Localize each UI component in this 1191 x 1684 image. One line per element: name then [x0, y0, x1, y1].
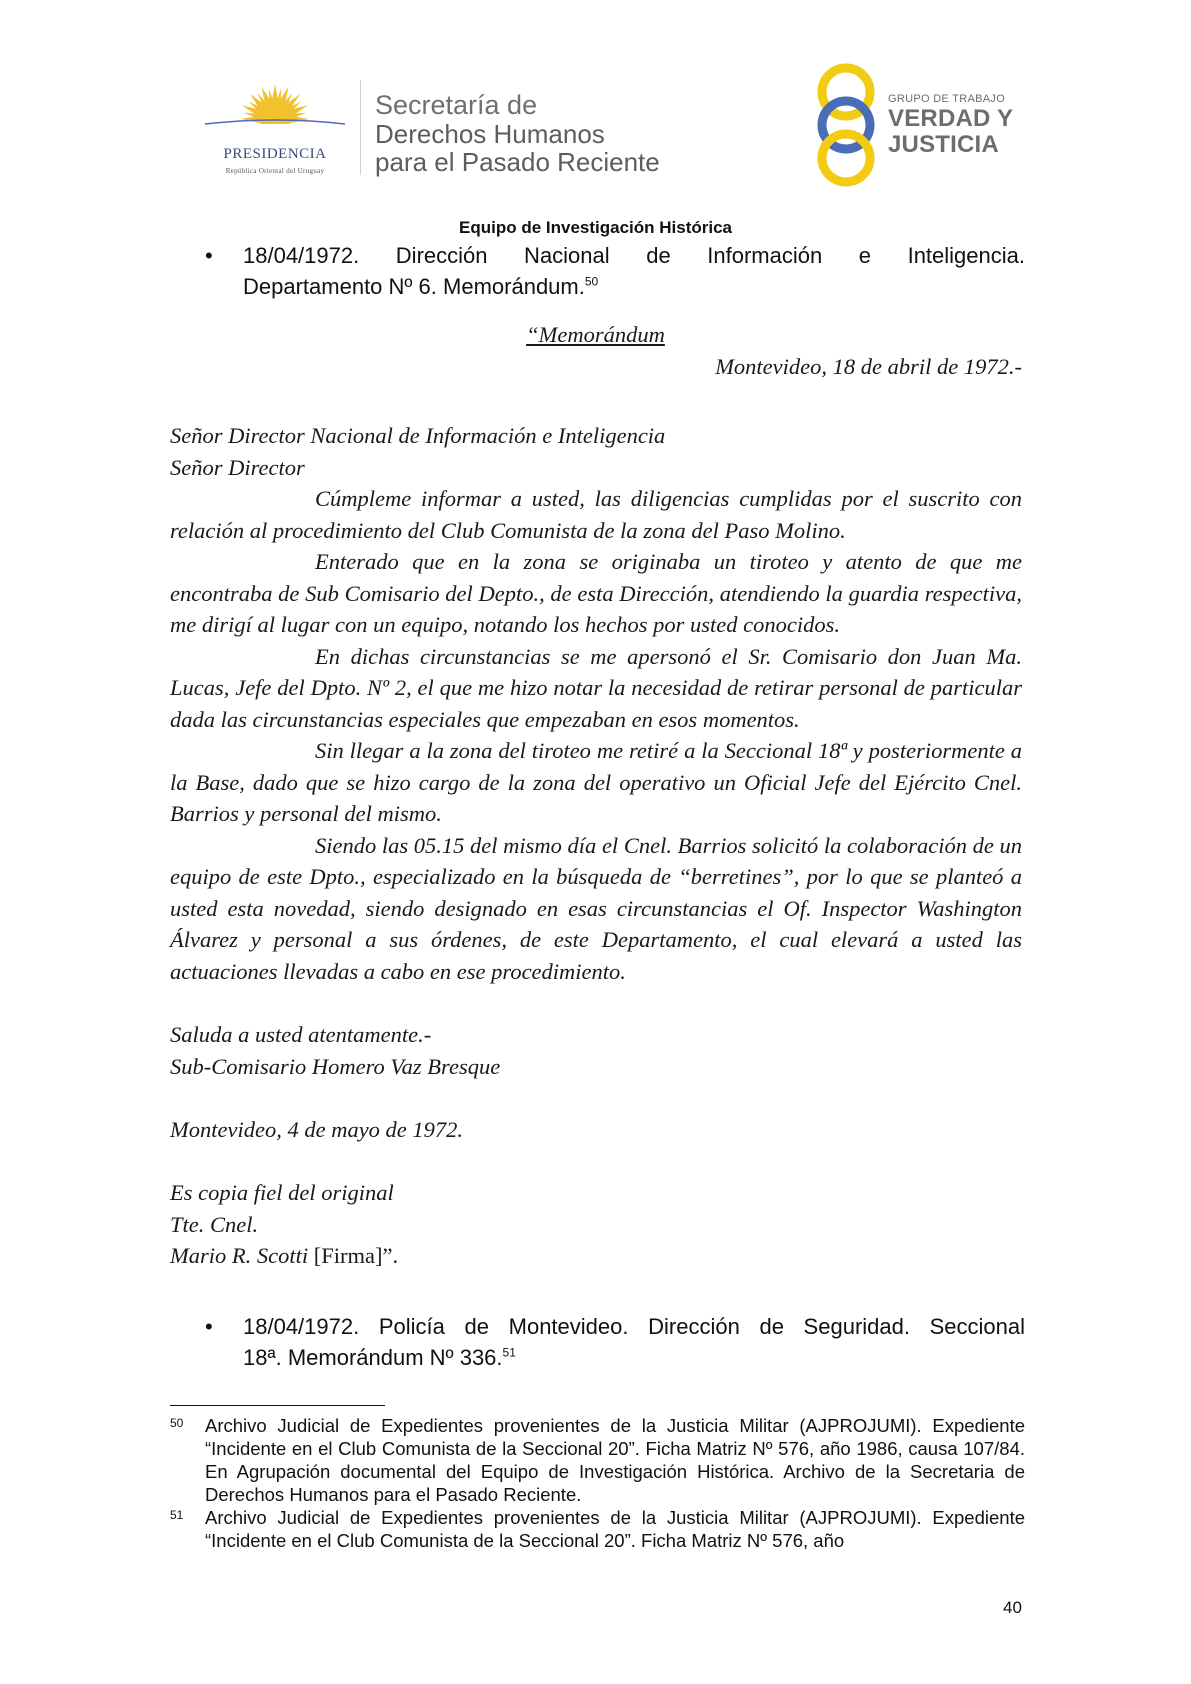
memo-addressee1: Señor Director Nacional de Información e Inteligencia — [170, 423, 666, 448]
footnote-51 — [170, 1506, 1025, 1552]
footnote-50 — [170, 1414, 1025, 1506]
memo-closing-greeting: Saluda a usted atentamente.- — [170, 1022, 432, 1047]
section-title: Equipo de Investigación Histórica — [459, 218, 732, 237]
secretaria-logotype — [375, 92, 660, 175]
memo-closing-signatory: Sub-Comisario Homero Vaz Bresque — [170, 1053, 501, 1079]
footnote-ref-51[interactable]: 51 — [502, 1345, 516, 1360]
presidencia-logo — [195, 80, 355, 180]
bullet2-line2: 18ª. Memorándum Nº 336. — [243, 1345, 503, 1370]
letterhead — [0, 0, 1191, 215]
bullet-item-1 — [205, 240, 1025, 302]
header-divider — [360, 80, 361, 175]
sun-icon — [195, 80, 355, 150]
page-number: 40 — [1003, 1598, 1022, 1617]
bullet-item-2 — [205, 1311, 1025, 1373]
memo-copy-line2: Tte. Cnel. — [170, 1211, 259, 1237]
memo-paragraph-5: Siendo las 05.15 del mismo día el Cnel. Barrios solicitó la colaboración de un equipo de este Dpto., especializado en la búsqueda de “berretines”, por lo que se planteó a usted esta novedad, siendo designado en esas circunstancias el Of. Inspector Washington Álvarez y personal a sus órdenes, de este Departamento, el cual elevará a usted las actuaciones llevadas a cabo en ese procedimiento. — [170, 832, 1022, 984]
secretaria-line3: para el Pasado Reciente — [375, 147, 660, 177]
footnote-number: 51 — [170, 1508, 184, 1522]
secretaria-line2: Derechos Humanos — [375, 119, 605, 149]
memo-date2-text: Montevideo, 4 de mayo de 1972. — [170, 1117, 464, 1142]
grupo-text — [888, 94, 1013, 157]
bullet1-line1: 18/04/1972. Dirección Nacional de Información e Inteligencia. — [243, 243, 1025, 268]
footnote-number: 50 — [170, 1416, 184, 1430]
grupo-line2: VERDAD Y — [888, 105, 1014, 132]
footnote-ref-50[interactable]: 50 — [584, 274, 599, 289]
grupo-line3: JUSTICIA — [888, 131, 999, 158]
memo-copy-note — [170, 1177, 1022, 1272]
memo-date2 — [170, 1114, 1022, 1146]
bullet-icon: • — [205, 243, 213, 268]
memo-paragraph-1: Cúmpleme informar a usted, las diligencias cumplidas por el suscrito con relación al procedimiento del Club Comunista de la zona del Paso Molino. — [170, 486, 1022, 543]
bullet1-line2: Departamento Nº 6. Memorándum. — [243, 274, 585, 299]
memo-body — [170, 420, 1022, 987]
bullet-icon: • — [205, 1314, 213, 1339]
grupo-line1: GRUPO DE TRABAJO — [888, 93, 1006, 105]
footnote-separator — [170, 1405, 385, 1406]
bullet2-line1: 18/04/1972. Policía de Montevideo. Dirección de Seguridad. Seccional — [243, 1314, 1025, 1339]
memo-copy-line1: Es copia fiel del original — [170, 1180, 394, 1205]
memo-paragraph-4: Sin llegar a la zona del tiroteo me retiré a la Seccional 18ª y posteriormente a la Base, dado que se hizo cargo de la zona del operativo un Oficial Jefe del Ejército Cnel. Barrios y personal del mismo. — [170, 738, 1022, 826]
footnote-text: Archivo Judicial de Expedientes provenientes de la Justicia Militar (AJPROJUMI). Expediente “Incidente en el Club Comunista de la Seccional 20”. Ficha Matriz Nº 576, año 1986, causa 107/84. En Agrupación documental del Equipo de Investigación Histórica. Archivo de la Secretaria de Derechos Humanos para el Pasado Reciente. — [205, 1415, 1025, 1505]
presidencia-subtitle: República Oriental del Uruguay — [225, 167, 325, 175]
memo-paragraph-3: En dichas circunstancias se me apersonó el Sr. Comisario don Juan Ma. Lucas, Jefe del Dpto. Nº 2, el que me hizo notar la necesidad de retirar personal de particular dada las circunstancias especiales que empezaban en esos momentos. — [170, 643, 1022, 732]
grupo-verdad-justicia-logo — [808, 60, 1028, 190]
footnote-text: Archivo Judicial de Expedientes provenientes de la Justicia Militar (AJPROJUMI). Expediente “Incidente en el Club Comunista de la Seccional 20”. Ficha Matriz Nº 576, año — [205, 1507, 1025, 1551]
memo-date: Montevideo, 18 de abril de 1972.- — [715, 354, 1022, 379]
memo-copy-signature: [Firma]”. — [308, 1243, 399, 1268]
rings-icon — [808, 60, 888, 190]
memo-title: “Memorándum — [526, 322, 665, 347]
memo-paragraph-2: Enterado que en la zona se originaba un tiroteo y atento de que me encontraba de Sub Comisario del Depto., de esta Dirección, atendiendo la guardia respectiva, me dirigí al lugar con un equipo, notando los hechos por usted conocidos. — [170, 549, 1022, 637]
presidencia-label: PRESIDENCIA — [223, 146, 327, 162]
secretaria-line1: Secretaría de — [375, 90, 538, 120]
memo-closing — [170, 1019, 1022, 1082]
memo-copy-name: Mario R. Scotti — [170, 1243, 309, 1268]
memo-addressee2: Señor Director — [170, 454, 305, 480]
